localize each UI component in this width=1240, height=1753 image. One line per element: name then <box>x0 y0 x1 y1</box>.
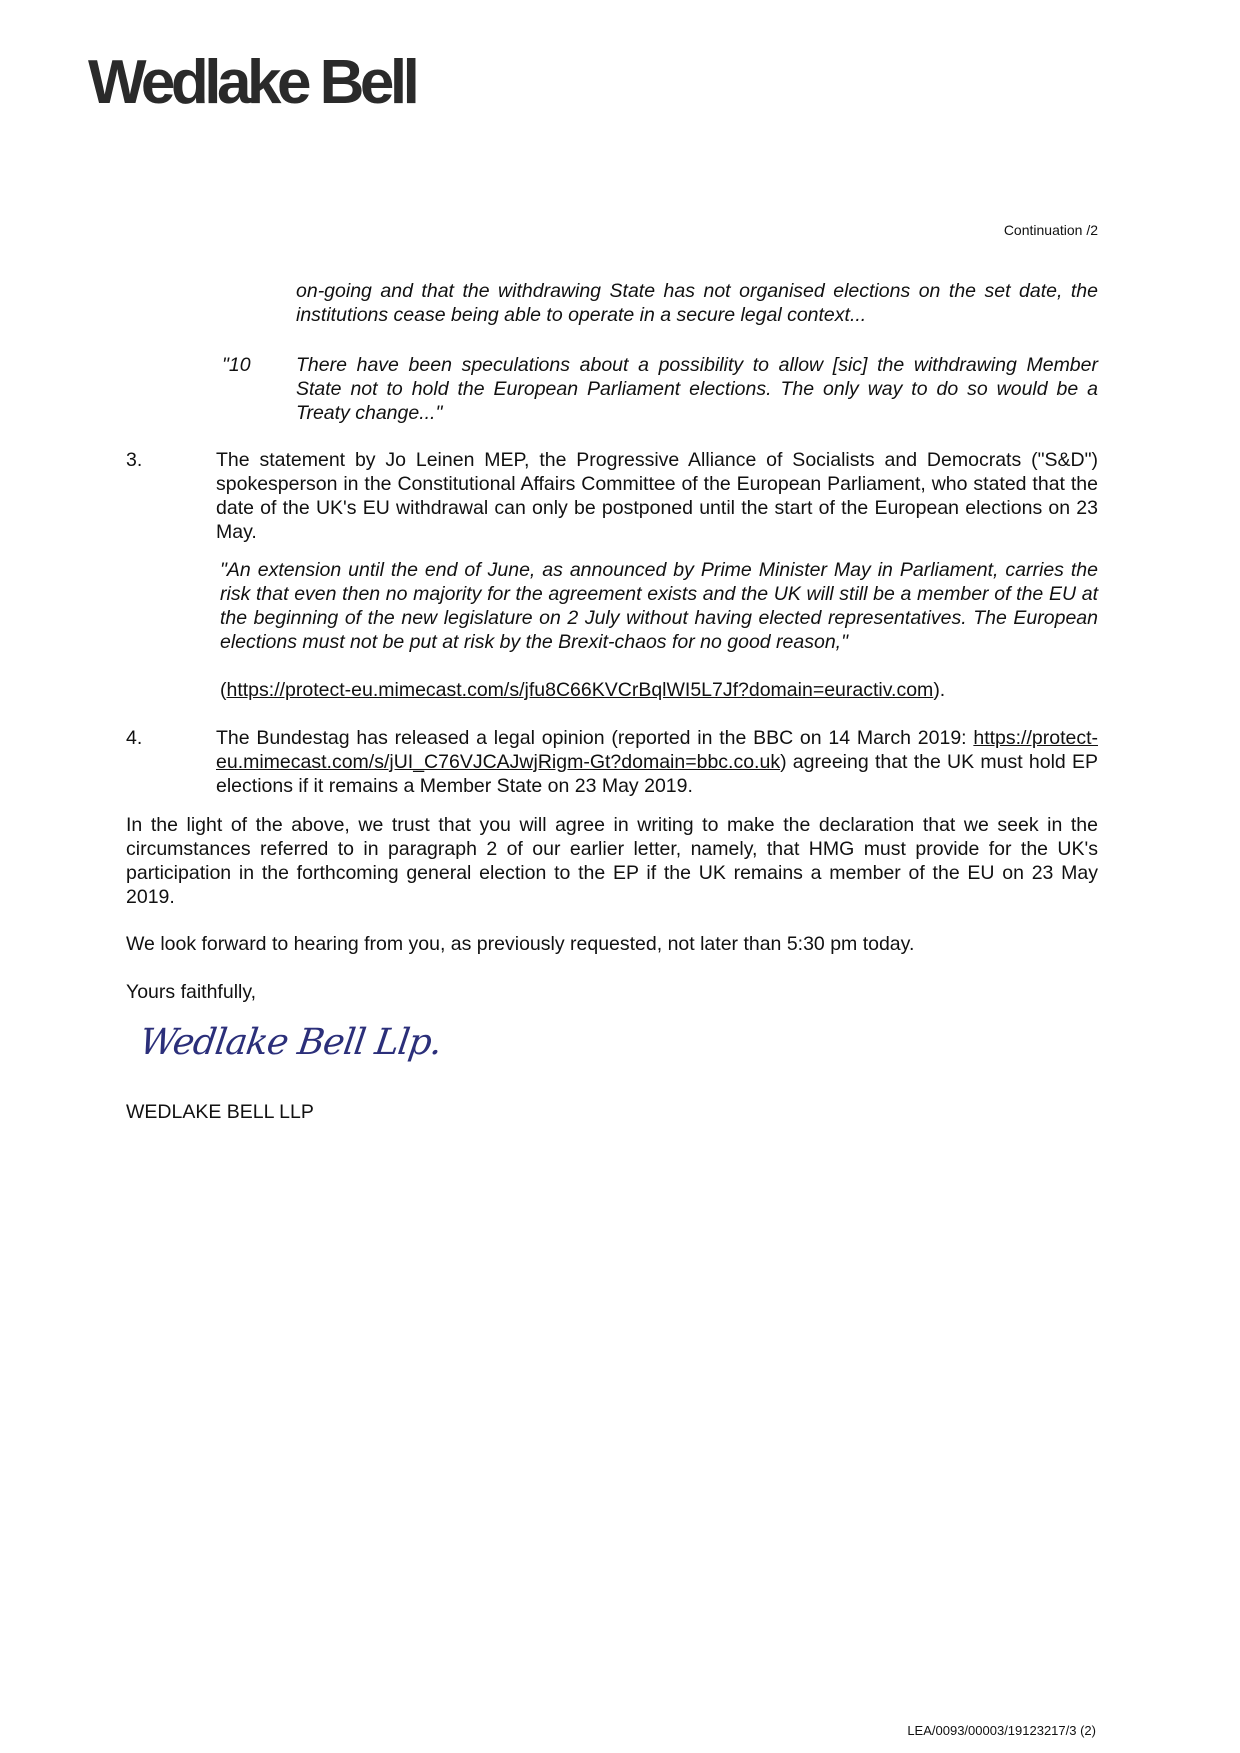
document-reference: LEA/0093/00003/19123217/3 (2) <box>907 1723 1096 1738</box>
item-4-text-after: ) agreeing that the UK must hold EP elections if it remains a Member State on 23 May 2019. <box>216 751 1098 797</box>
item-4-text <box>216 726 1098 798</box>
item-3-quote: "An extension until the end of June, as announced by Prime Minister May in Parliament, carries the risk that even then no majority for the agreement exists and the UK will still be a member of the EU at the beginning of the new legislature on 2 July without having elected representatives. The European elections must not be put at risk by the Brexit-chaos for no good reason," <box>220 559 1098 653</box>
item-3-source <box>220 678 1098 702</box>
handwritten-signature: Wedlake Bell Llp. <box>137 1022 444 1063</box>
euractiv-link[interactable]: https://protect-eu.mimecast.com/s/jfu8C66KVCrBqlWI5L7Jf?domain=euractiv.com <box>226 679 934 701</box>
item-3-text: The statement by Jo Leinen MEP, the Progressive Alliance of Socialists and Democrats ("S&D") spokesperson in the Constitutional Affairs Committee of the European Parliament, who stated that the date of the UK's EU withdrawal can only be postponed until the start of the European elections on 23 May. <box>216 449 1098 543</box>
quote-10-text: There have been speculations about a possibility to allow [sic] the withdrawing Member State not to hold the European Parliament elections. The only way to do so would be a Treaty change..." <box>296 354 1098 424</box>
signatory-name: WEDLAKE BELL LLP <box>126 1101 314 1123</box>
item-3-source-open: ( <box>220 679 227 701</box>
quote-10-number: "10 <box>222 354 251 376</box>
quote-intro: on-going and that the withdrawing State has not organised elections on the set date, the institutions cease being able to operate in a secure legal context... <box>296 280 1098 326</box>
item-4-text-before: The Bundestag has released a legal opinion (reported in the BBC on 14 March 2019: <box>216 727 974 749</box>
deadline-paragraph: We look forward to hearing from you, as previously requested, not later than 5:30 pm today. <box>126 933 915 955</box>
firm-logo: Wedlake Bell <box>88 48 416 117</box>
item-3-number: 3. <box>126 449 143 471</box>
item-4-number: 4. <box>126 727 143 749</box>
continuation-label: Continuation /2 <box>1003 222 1098 238</box>
item-3-source-close: ). <box>933 679 946 701</box>
bbc-link[interactable]: https://protect-eu.mimecast.com/s/jUI_C76VJCAJwjRigm-Gt?domain=bbc.co.uk <box>216 727 1098 773</box>
closing-salutation: Yours faithfully, <box>126 981 257 1003</box>
conclusion-paragraph: In the light of the above, we trust that you will agree in writing to make the declaration that we seek in the circumstances referred to in paragraph 2 of our earlier letter, namely, that HMG must provide for the UK's participation in the forthcoming general election to the EP if the UK remains a member of the EU on 23 May 2019. <box>126 814 1098 908</box>
